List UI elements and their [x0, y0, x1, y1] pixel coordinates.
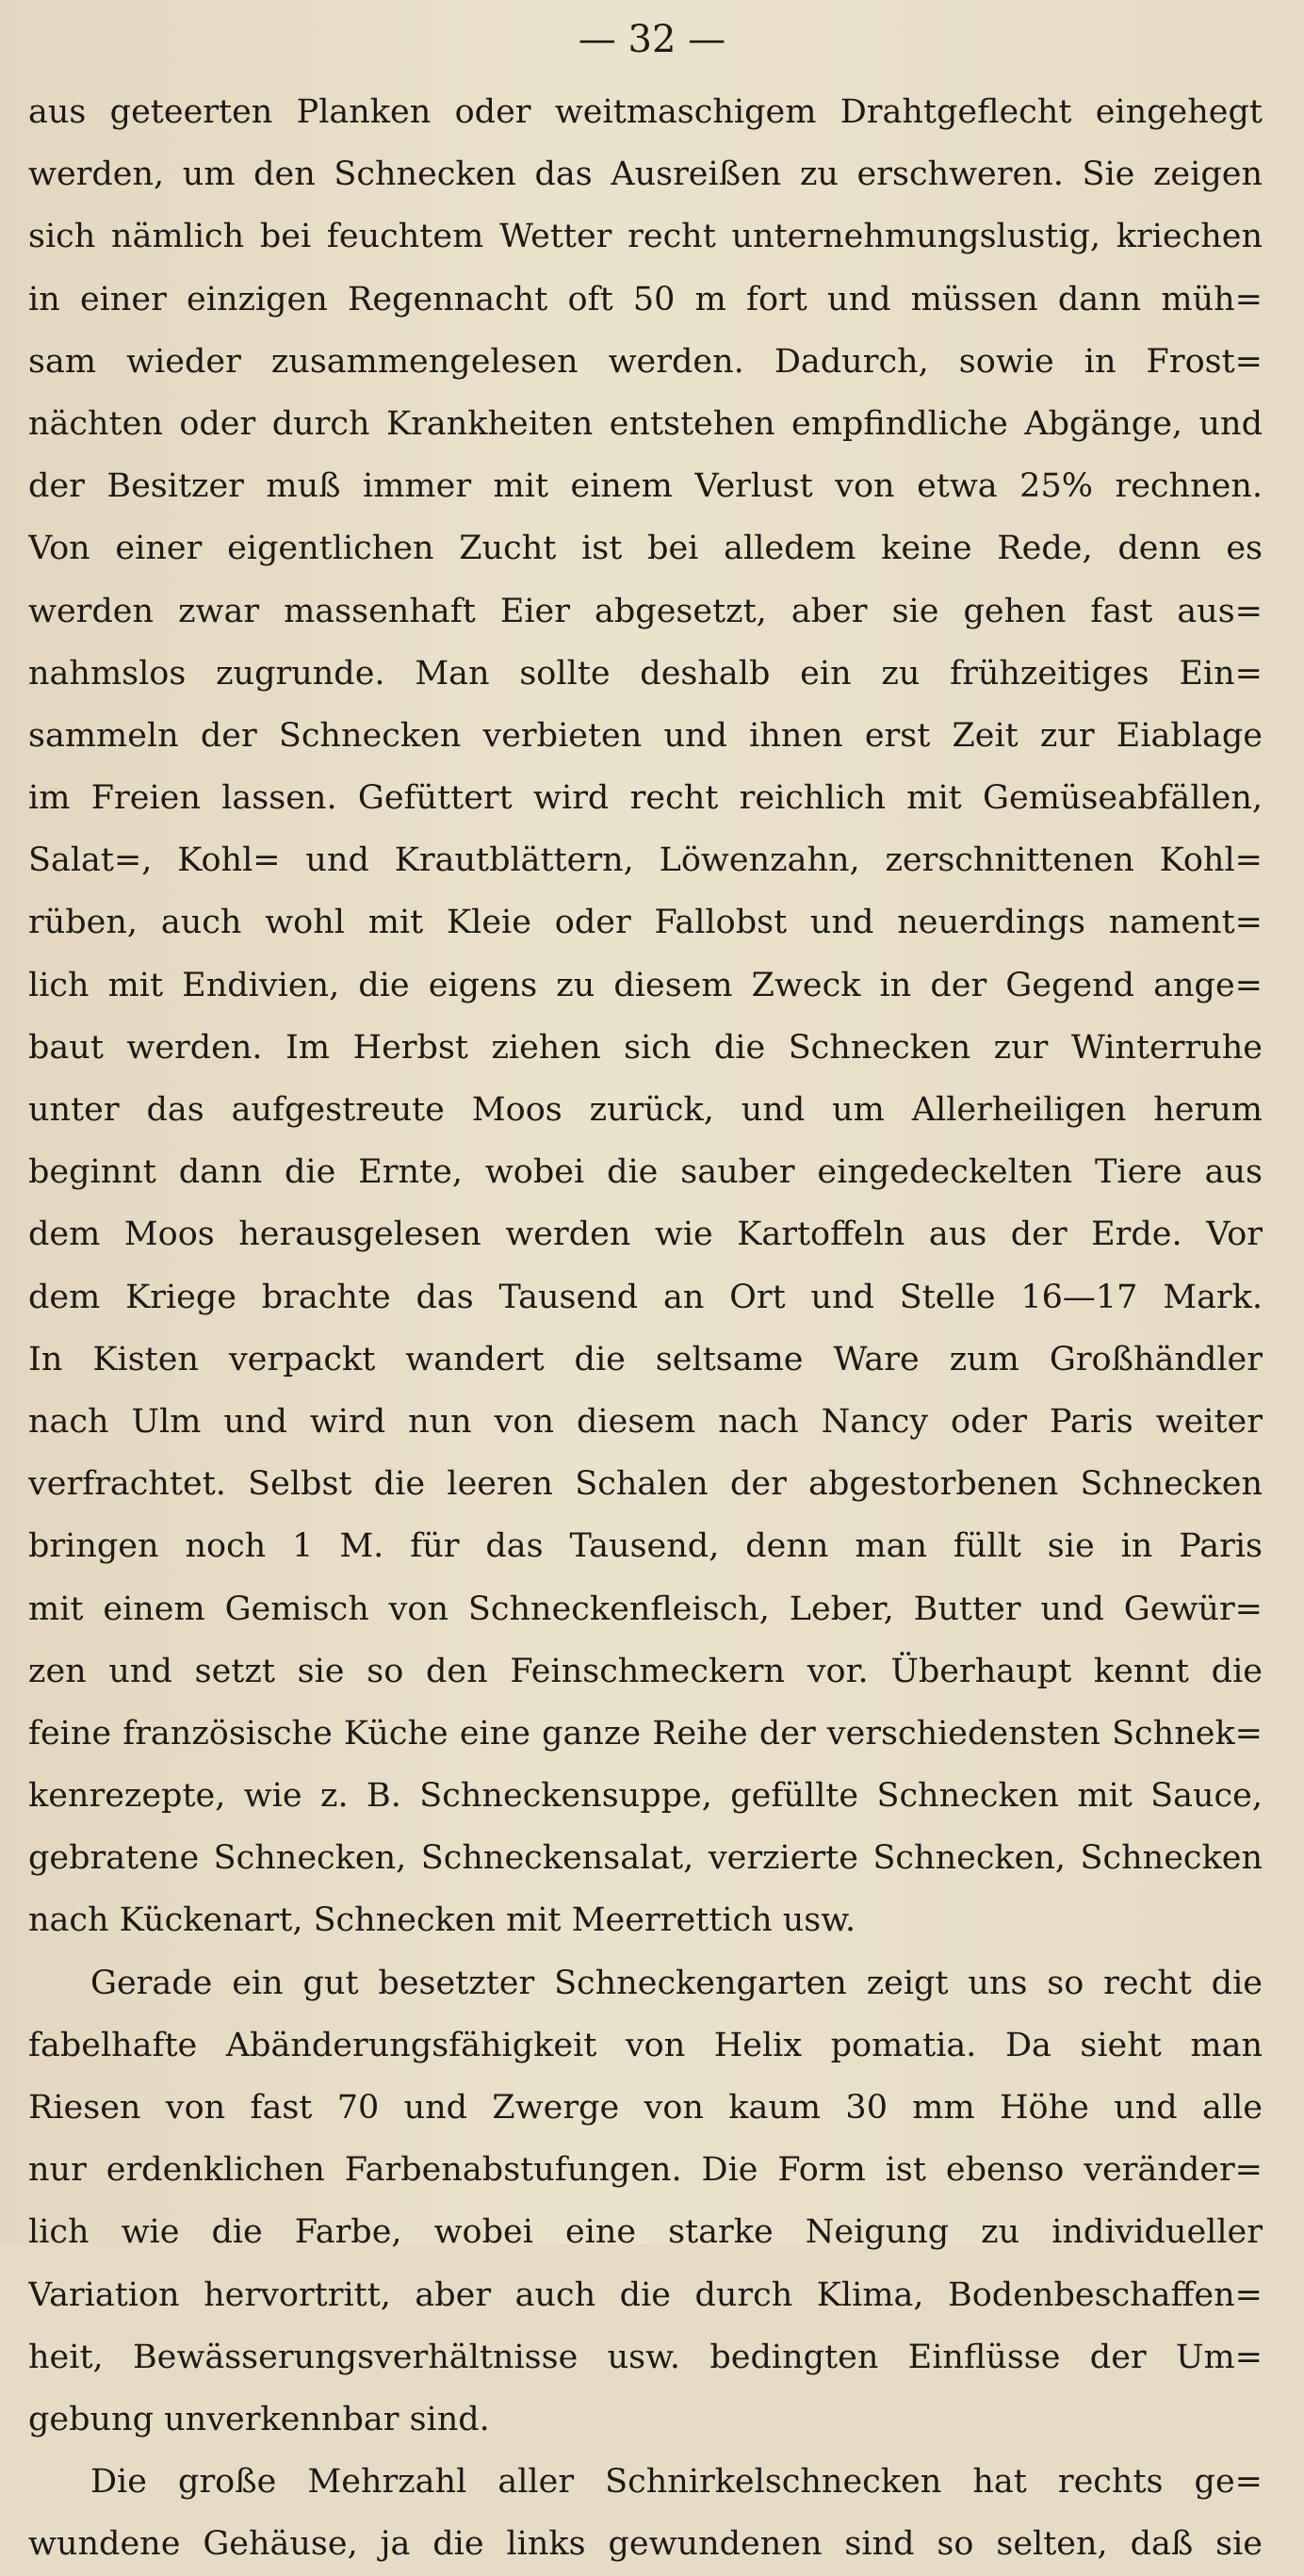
paragraph-1 — [28, 81, 1263, 1952]
text-line: gebratene Schnecken, Schneckensalat, verzierte Schnecken, Schnecken — [28, 1839, 1263, 1878]
text-line: mit einem Gemisch von Schneckenfleisch, Leber, Butter und Gewür= — [28, 1590, 1263, 1628]
text-line: lich mit Endivien, die eigens zu diesem Zweck in der Gegend ange= — [28, 966, 1263, 1004]
text-line: werden zwar massenhaft Eier abgesetzt, aber sie gehen fast aus= — [28, 592, 1263, 630]
text-line: aus geteerten Planken oder weitmaschigem Drahtgeflecht eingehegt — [28, 93, 1263, 131]
text-line: wundene Gehäuse, ja die links gewundenen sind so selten, daß sie — [28, 2525, 1263, 2564]
text-line: kenrezepte, wie z. B. Schneckensuppe, gefüllte Schnecken mit Sauce, — [28, 1777, 1263, 1816]
paragraph-2 — [28, 1952, 1263, 2452]
text-line: heit, Bewässerungsverhältnisse usw. bedingten Einflüsse der Um= — [28, 2338, 1263, 2376]
text-line: nach Ulm und wird nun von diesem nach Nancy oder Paris weiter — [28, 1402, 1263, 1441]
text-line: Riesen von fast 70 und Zwerge von kaum 30 mm Höhe und alle — [28, 2089, 1263, 2127]
text-line: feine französische Küche eine ganze Reihe der verschiedensten Schnek= — [28, 1714, 1263, 1753]
text-line: fabelhafte Abänderungsfähigkeit von Helix pomatia. Da sieht man — [28, 2026, 1263, 2064]
text-line: werden, um den Schnecken das Ausreißen zu erschweren. Sie zeigen — [28, 155, 1263, 194]
text-line: Salat=, Kohl= und Krautblättern, Löwenzahn, zerschnittenen Kohl= — [28, 841, 1263, 880]
text-line: bringen noch 1 M. für das Tausend, denn man füllt sie in Paris — [28, 1527, 1263, 1566]
text-line: baut werden. Im Herbst ziehen sich die Schnecken zur Winterruhe — [28, 1028, 1263, 1067]
text-line: gebung unverkennbar sind. — [28, 2400, 490, 2438]
text-line: sammeln der Schnecken verbieten und ihnen erst Zeit zur Eiablage — [28, 716, 1263, 755]
text-line: sam wieder zusammengelesen werden. Dadurch, sowie in Frost= — [28, 342, 1263, 381]
text-line: dem Moos herausgelesen werden wie Kartoffeln aus der Erde. Vor — [28, 1215, 1263, 1254]
text-line: sich nämlich bei feuchtem Wetter recht unternehmungslustig, kriechen — [28, 218, 1263, 256]
text-line: im Freien lassen. Gefüttert wird recht reichlich mit Gemüseabfällen, — [28, 779, 1263, 818]
text-line: rüben, auch wohl mit Kleie oder Fallobst und neuerdings nament= — [28, 904, 1263, 942]
text-line: nach Kückenart, Schnecken mit Meerrettich usw. — [28, 1901, 856, 1940]
body-text — [28, 81, 1263, 2576]
text-line: unter das aufgestreute Moos zurück, und um Allerheiligen herum — [28, 1091, 1263, 1129]
text-line: Von einer eigentlichen Zucht ist bei alledem keine Rede, denn es — [28, 530, 1263, 568]
text-line: nächten oder durch Krankheiten entstehen empfindliche Abgänge, und — [28, 404, 1263, 443]
text-line: In Kisten verpackt wandert die seltsame Ware zum Großhändler — [28, 1340, 1263, 1378]
text-line: der Besitzer muß immer mit einem Verlust von etwa 25% rechnen. — [28, 467, 1263, 506]
text-line: nahmslos zugrunde. Man sollte deshalb ein zu frühzeitiges Ein= — [28, 654, 1263, 693]
text-line: Variation hervortritt, aber auch die durch Klima, Bodenbeschaffen= — [28, 2275, 1263, 2314]
text-line: dem Kriege brachte das Tausend an Ort und Stelle 16—17 Mark. — [28, 1278, 1263, 1316]
text-line: verfrachtet. Selbst die leeren Schalen der abgestorbenen Schnecken — [28, 1465, 1263, 1504]
page-number: — 32 — — [578, 18, 726, 61]
text-line: Gerade ein gut besetzter Schneckengarten zeigt uns so recht die — [90, 1964, 1263, 2002]
text-line: in einer einzigen Regennacht oft 50 m fort und müssen dann müh= — [28, 280, 1263, 318]
text-line: zen und setzt sie so den Feinschmeckern vor. Überhaupt kennt die — [28, 1652, 1263, 1690]
text-line: Die große Mehrzahl aller Schnirkelschnecken hat rechts ge= — [90, 2463, 1263, 2502]
paragraph-3 — [28, 2451, 1263, 2575]
text-line: beginnt dann die Ernte, wobei die sauber eingedeckelten Tiere aus — [28, 1153, 1263, 1192]
text-line: lich wie die Farbe, wobei eine starke Neigung zu individueller — [28, 2213, 1263, 2252]
text-line: nur erdenklichen Farbenabstufungen. Die Form ist ebenso veränder= — [28, 2151, 1263, 2190]
